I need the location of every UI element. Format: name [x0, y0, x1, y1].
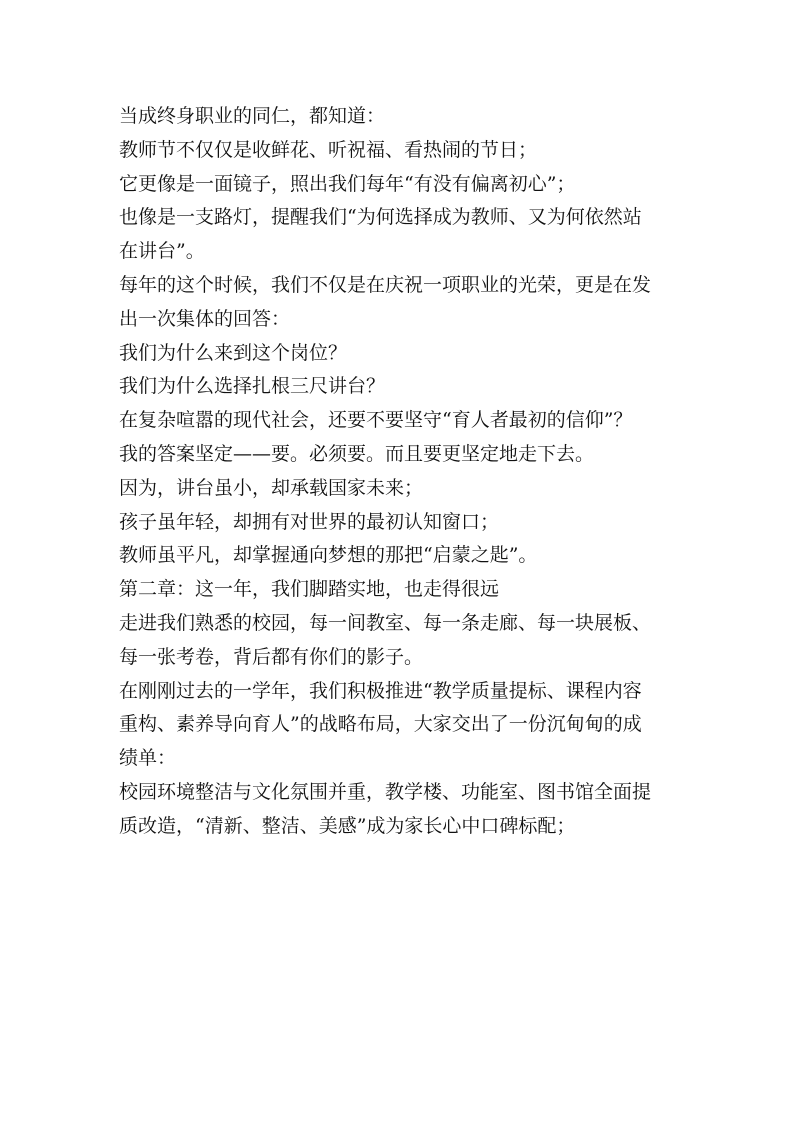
text-line: 孩子虽年轻，却拥有对世界的最初认知窗口；	[119, 510, 500, 533]
text-line: 绩单：	[119, 747, 177, 770]
text-line: 在讲台”。	[119, 240, 205, 263]
document-body	[119, 100, 679, 844]
text-line: 也像是一支路灯，提醒我们“为何选择成为教师、又为何依然站	[119, 206, 642, 229]
text-line: 重构、素养导向育人”的战略布局，大家交出了一份沉甸甸的成	[119, 713, 642, 736]
text-line: 教师虽平凡，却掌握通向梦想的那把“启蒙之匙”。	[119, 544, 538, 567]
text-line: 每一张考卷，背后都有你们的影子。	[119, 645, 424, 668]
text-line: 在复杂喧嚣的现代社会，还要不要坚守“育人者最初的信仰”？	[119, 409, 633, 432]
text-line: 我们为什么来到这个岗位？	[119, 341, 348, 364]
text-line: 在刚刚过去的一学年，我们积极推进“教学质量提标、课程内容	[119, 679, 642, 702]
text-line: 走进我们熟悉的校园，每一间教室、每一条走廊、每一块展板、	[119, 611, 652, 634]
text-line: 出一次集体的回答：	[119, 307, 291, 330]
text-line: 当成终身职业的同仁，都知道：	[119, 105, 386, 127]
text-line: 它更像是一面镜子，照出我们每年“有没有偏离初心”；	[119, 172, 576, 195]
text-line: 每年的这个时候，我们不仅是在庆祝一项职业的光荣，更是在发	[119, 273, 652, 296]
text-line: 我们为什么选择扎根三尺讲台？	[119, 375, 386, 398]
text-line: 教师节不仅仅是收鲜花、听祝福、看热闹的节日；	[119, 138, 538, 161]
text-line: 因为，讲台虽小，却承载国家未来；	[119, 476, 424, 499]
text-line: 校园环境整洁与文化氛围并重，教学楼、功能室、图书馆全面提	[119, 780, 652, 803]
text-line: 我的答案坚定——要。必须要。而且要更坚定地走下去。	[119, 442, 595, 465]
section-heading: 第二章：这一年，我们脚踏实地，也走得很远	[119, 578, 500, 601]
text-line: 质改造，“清新、整洁、美感”成为家长心中口碑标配；	[119, 814, 576, 837]
